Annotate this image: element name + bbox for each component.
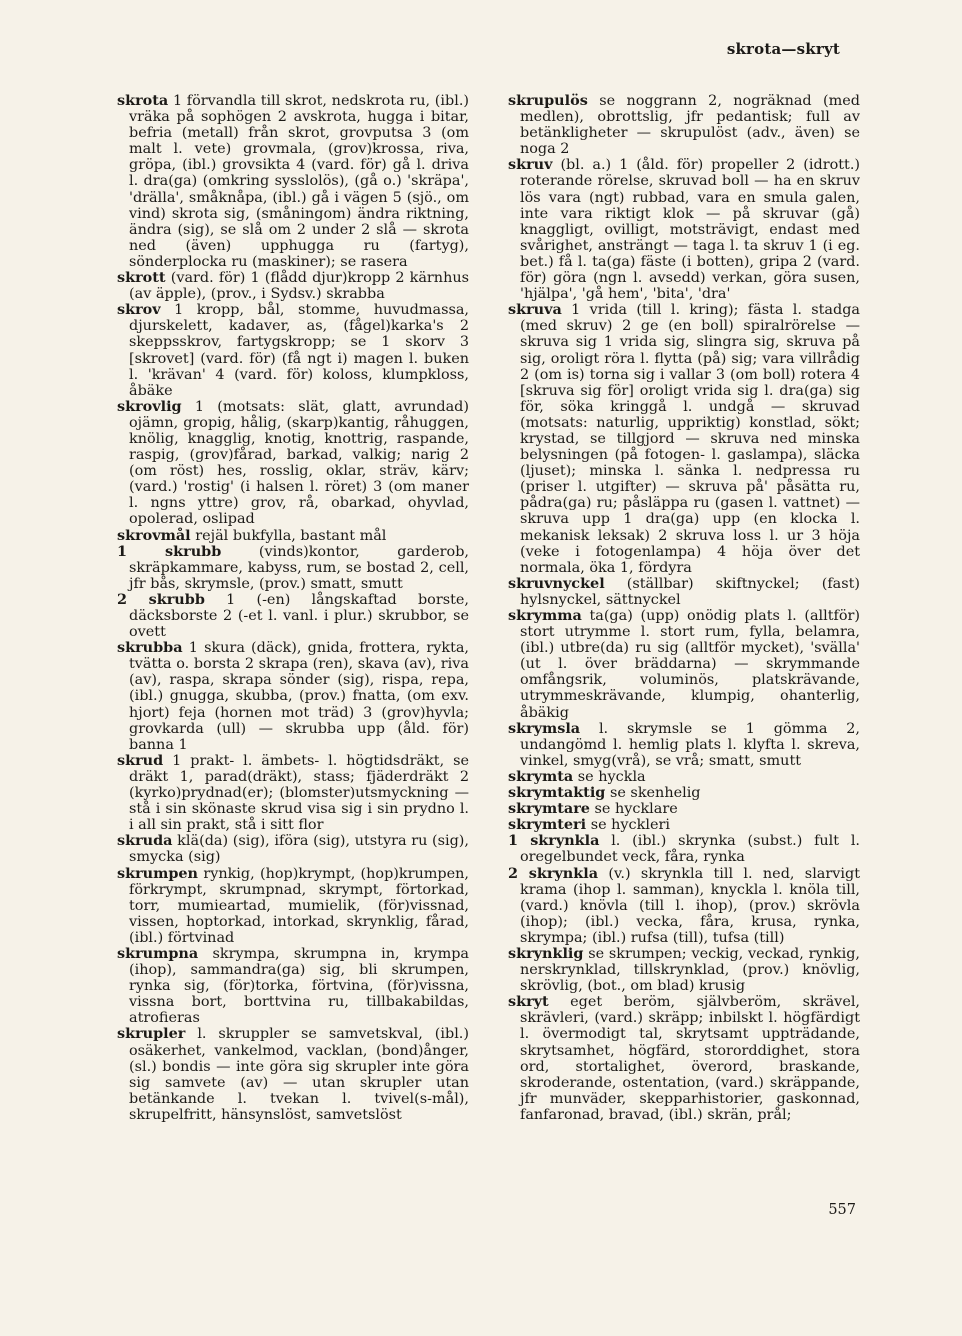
dictionary-entry: [117, 542, 469, 592]
dictionary-entry: [508, 92, 861, 158]
entry-headword: skrud: [117, 751, 164, 769]
entry-headword: skruv: [508, 156, 553, 174]
entry-definition: 1 kropp, bål, stomme, huvudmassa, djurskelett, kadaver, as, (fågel)karka's 2 skeppsskrov, fartygskropp; se 1 skorv 3 [skrovet] (vard. för) (få ngt i) magen l. buken l. 'krävan' 4 (vard. för) koloss, klumpkloss, åbäke: [129, 302, 469, 399]
entry-headword: skrymta: [508, 767, 574, 785]
entry-headword: skrovlig: [117, 397, 182, 415]
entry-definition: (ställbar) skiftnyckel; (fast) hylsnyckel, sättnyckel: [520, 575, 861, 608]
entry-definition: klä(da) (sig), iföra (sig), utstyra ru (sig), smycka (sig): [129, 833, 469, 866]
dictionary-entry: [117, 269, 469, 303]
entry-headword: skrott: [117, 269, 166, 287]
dictionary-entry: [508, 574, 861, 608]
entry-definition: eget beröm, självberöm, skrävel, skrävleri, (vard.) skräpp; inbilskt l. högfärdigt l. övermodigt tal, skrytsamt uppträdande, skrytsamhet, högfärd, stororddighet, stora ord, stortalighet, överord, braskande, skroderande, ostentation, (vard.) skräppande, jfr munväder, skepparhistorier, gaskonnad, fanfaronad, bravad, (ibl.) skrän, prål;: [520, 994, 861, 1123]
entry-headword: skrovmål: [117, 526, 191, 544]
dictionary-entry: [508, 784, 860, 802]
entry-headword: skrymtare: [508, 800, 590, 818]
entry-definition: rynkig, (hop)krympt, (hop)krumpen, förkrympt, skrumpnad, skrympt, förtorkad, torr, mumieartad, mumielik, (för)vissnad, vissen, hoptorkad, intorkad, skrynklig, fårad, (ibl.) förtvinad: [129, 865, 470, 946]
entry-definition: (v.) skrynkla till l. ned, slarvigt krama (ihop l. samman), knyckla l. knöla till, (vard.) knövla (till l. ihop), (prov.) skrövla (ihop); (ibl.) vecka, fåra, krusa, rynka, skrympa; (ibl.) rufsa (till), tufsa (till): [520, 865, 860, 946]
entry-definition: (vinds)kontor, garderob, skräpkammare, kabyss, rum, se bostad 2, cell, jfr bås, skrymsle, (prov.) smatt, smutt: [129, 543, 469, 592]
dictionary-entry: [508, 832, 860, 866]
dictionary-entry: [508, 864, 860, 946]
dictionary-entry: [508, 767, 860, 785]
right-column: [508, 93, 860, 1123]
entry-definition: se hyckleri: [590, 817, 670, 834]
entry-definition: l. (ibl.) skrynka (subst.) fult l. oregelbundet veck, fåra, rynka: [520, 833, 860, 866]
entry-definition: (vard. för) 1 (flådd djur)kropp 2 kärnhus (av äpple), (prov., i Sydsv.) skrabba: [129, 270, 469, 303]
entry-definition: se skenhelig: [609, 785, 701, 802]
entry-definition: rejäl bukfylla, bastant mål: [195, 527, 387, 544]
entry-definition: (bl. a.) 1 (åld. för) propeller 2 (idrott.) roterande rörelse, skruvad boll — ha en skruv lös vara (ngt) rubbad, vara en smula galen, inte vara riktigt klok — på skruvar (gå) knaggligt, ovilligt, motsträvigt, endast med svårighet, ansträngt — taga l. ta skruv 1 (i eg. bet.) få l. ta(ga) fäste (i botten), gripa 2 (vard. för) göra (ngn l. avsedd) verkan, göra susen, 'hjälpa', 'gå hem', 'bita', 'dra': [520, 157, 861, 303]
entry-definition: se noggrann 2, nogräknad (med medlen), obrottslig, jfr pedantisk; full av betänkligheter — skrupulöst (adv., även) se noga 2: [520, 93, 861, 158]
dictionary-entry: [117, 832, 469, 866]
entry-headword: 1 skrynkla: [508, 832, 600, 850]
dictionary-entry: [508, 719, 860, 769]
dictionary-entry: [508, 156, 861, 303]
dictionary-entry: [117, 864, 470, 946]
entry-definition: 1 (motsats: slät, glatt, avrundad) ojämn, gropig, hålig, (skarp)kantig, råhuggen, knölig, knagglig, knotig, knottrig, raspande, raspig, (grov)fårad, barkad, valkig; narig 2 (om röst) hes, rosslig, oklar, sträv, kärv; (vard.) 'rostig' (i halsen l. röret) 3 (om maner l. ngns yttre) grov, rå, obarkad, ohyvlad, opolerad, oslipad: [129, 398, 469, 528]
entry-definition: 1 prakt- l. ämbets- l. högtidsdräkt, se dräkt 1, parad(dräkt), stass; fjäderdräkt 2 (kyrko)prydnad(er); (blomster)utsmyckning — stå i sin skönaste skrud visa sig i sin prydno l. i all sin prakt, stå i sitt flor: [129, 752, 469, 834]
dictionary-entry: [117, 590, 469, 641]
dictionary-entry: [117, 639, 469, 753]
entry-definition: se hycklare: [594, 801, 678, 818]
dictionary-entry: [508, 301, 861, 576]
entry-headword: 2 skrynkla: [508, 864, 599, 882]
entry-headword: skrymma: [508, 607, 582, 624]
entry-definition: l. skruppler se samvetskval, (ibl.) osäkerhet, vankelmod, vacklan, (bond)ånger, (sl.) bondis — inte göra sig skrupler inte göra sig samvete (av) — utan skrupler utan betänkande l. tvekan l. tvivel(s-mål), skrupelfritt, hänsynslöst, samvetslöst: [129, 1026, 469, 1123]
entry-headword: skrymtaktig: [508, 784, 606, 802]
dictionary-entry: [117, 1025, 469, 1123]
entry-headword: skrumpna: [117, 944, 199, 962]
running-head: skrota—skryt: [726, 40, 840, 58]
entry-definition: ta(ga) (upp) onödig plats l. (alltför) stort utrymme l. stort rum, fylla, belamra, (ibl.) utbre(da) ru sig (alltför mycket), 'svälla' (ut l. över bräddarna) — skrymmande omfångsrik, voluminös, platskrävande, utrymmeskrävande, klumpig, ohanterlig, åbäkig: [520, 608, 861, 721]
dictionary-entry: [117, 301, 469, 399]
entry-headword: skrumpen: [117, 864, 199, 882]
entry-headword: skrupulös: [508, 92, 588, 109]
entry-definition: l. skrymsle se 1 gömma 2, undangömd l. hemlig plats l. klyfta l. skreva, vinkel, smyg(vrå), se vrå; smatt, smutt: [520, 720, 860, 769]
entry-definition: 1 skura (däck), gnida, frottera, rykta, tvätta o. borsta 2 skrapa (ren), skava (av), riva (av), raspa, skrapa sönder (sig), rispa, repa, (ibl.) gnugga, skubba, (prov.) fnatta, (om exv. hjort) feja (hornen mot träd) 3 (grov)hyvla; grovkarda (ull) — skrubba upp (åld. för) banna 1: [129, 640, 469, 753]
entry-headword: skrymteri: [508, 816, 587, 834]
entry-headword: skruva: [508, 301, 562, 319]
entry-headword: skrupler: [117, 1025, 186, 1043]
dictionary-entry: [117, 92, 470, 270]
entry-definition: 1 vrida (till l. kring); fästa l. stadga (med skruv) 2 ge (en boll) spiralrörelse — skruva sig 1 vrida sig, slingra sig, skruva på sig, oroligt röra l. flytta (på) sig; vara villrådig 2 (om is) torna sig i vallar 3 (om boll) rotera 4 [skruva sig för] oroligt vrida sig l. dra(ga) sig för, söka kringgå l. undgå — skruvad (motsats: naturlig, uppriktig) konstlad, sökt; krystad, se tillgjord — skruva ned minska belysningen (på fotogen- l. gaslampa), släcka (ljuset); minska l. sänka l. nedpressa ru (priser l. utgifter) — skruva på' påsätta ru, pådra(ga) ru; påsläppa ru (gasen l. vattnet) — skruva upp 1 dra(ga) upp (en klocka l. mekanisk leksak) 2 skruva loss l. ur 3 höja (veke i fotogenlampa) 4 höja över det normala, öka 1, fördyra: [520, 302, 861, 576]
dictionary-entry: [508, 800, 860, 818]
dictionary-entry: [117, 751, 469, 834]
dictionary-entry: [508, 607, 861, 721]
page-number: 557: [828, 1202, 856, 1218]
dictionary-entry: [117, 526, 469, 544]
dictionary-entry: [508, 993, 861, 1123]
entry-definition: 1 (-en) långskaftad borste, däcksborste 2 (-et l. vanl. i plur.) skrubbor, se ovett: [129, 591, 469, 641]
entry-headword: skruvnyckel: [508, 574, 605, 592]
entry-headword: skrov: [117, 301, 161, 319]
entry-headword: skrota: [117, 92, 169, 109]
entry-headword: skrymsla: [508, 719, 581, 737]
entry-headword: skrubba: [117, 639, 183, 657]
entry-definition: se hyckla: [577, 768, 646, 785]
entry-headword: skrynklig: [508, 944, 584, 962]
dictionary-entry: [508, 944, 860, 995]
entry-headword: 2 skrubb: [117, 590, 205, 608]
dictionary-entry: [508, 816, 860, 834]
dictionary-entry: [117, 944, 470, 1027]
entry-headword: 1 skrubb: [117, 542, 222, 560]
entry-headword: skryt: [508, 993, 549, 1011]
entry-headword: skruda: [117, 832, 173, 850]
dictionary-entry: [117, 397, 469, 528]
left-column: [117, 93, 469, 1123]
entry-definition: se skrumpen; veckig, veckad, rynkig, nerskrynklad, tillskrynklad, (prov.) knövlig, skrövlig, (bot., om blad) krusig: [520, 945, 860, 995]
entry-definition: 1 förvandla till skrot, nedskrota ru, (ibl.) vräka på sophögen 2 avskrota, hugga i bitar, befria (metall) från skrot, grovputsa 3 (om malt l. vete) grovmala, (grov)krossa, riva, gröpa, (ibl.) grovsikta 4 (vard. för) gå l. driva l. dra(ga) (omkring sysslolös), (gå o.) 'skräpa', 'drälla', småknåpa, (ibl.) gå i vägen 5 (sjö., om vind) skrota sig, (småningom) ändra riktning, ändra (sig), se slå om 2 under 2 slå — skrota ned (även) upphugga ru (fartyg), sönderplocka ru (maskiner); se rasera: [129, 93, 470, 270]
entry-definition: skrympa, skrumpna in, krympa (ihop), sammandra(ga) sig, bli skrumpen, rynka sig, (för)torka, förtvina, (för)vissna, vissna bort, borttvina ru, tillbakabildas, atrofieras: [129, 945, 470, 1027]
